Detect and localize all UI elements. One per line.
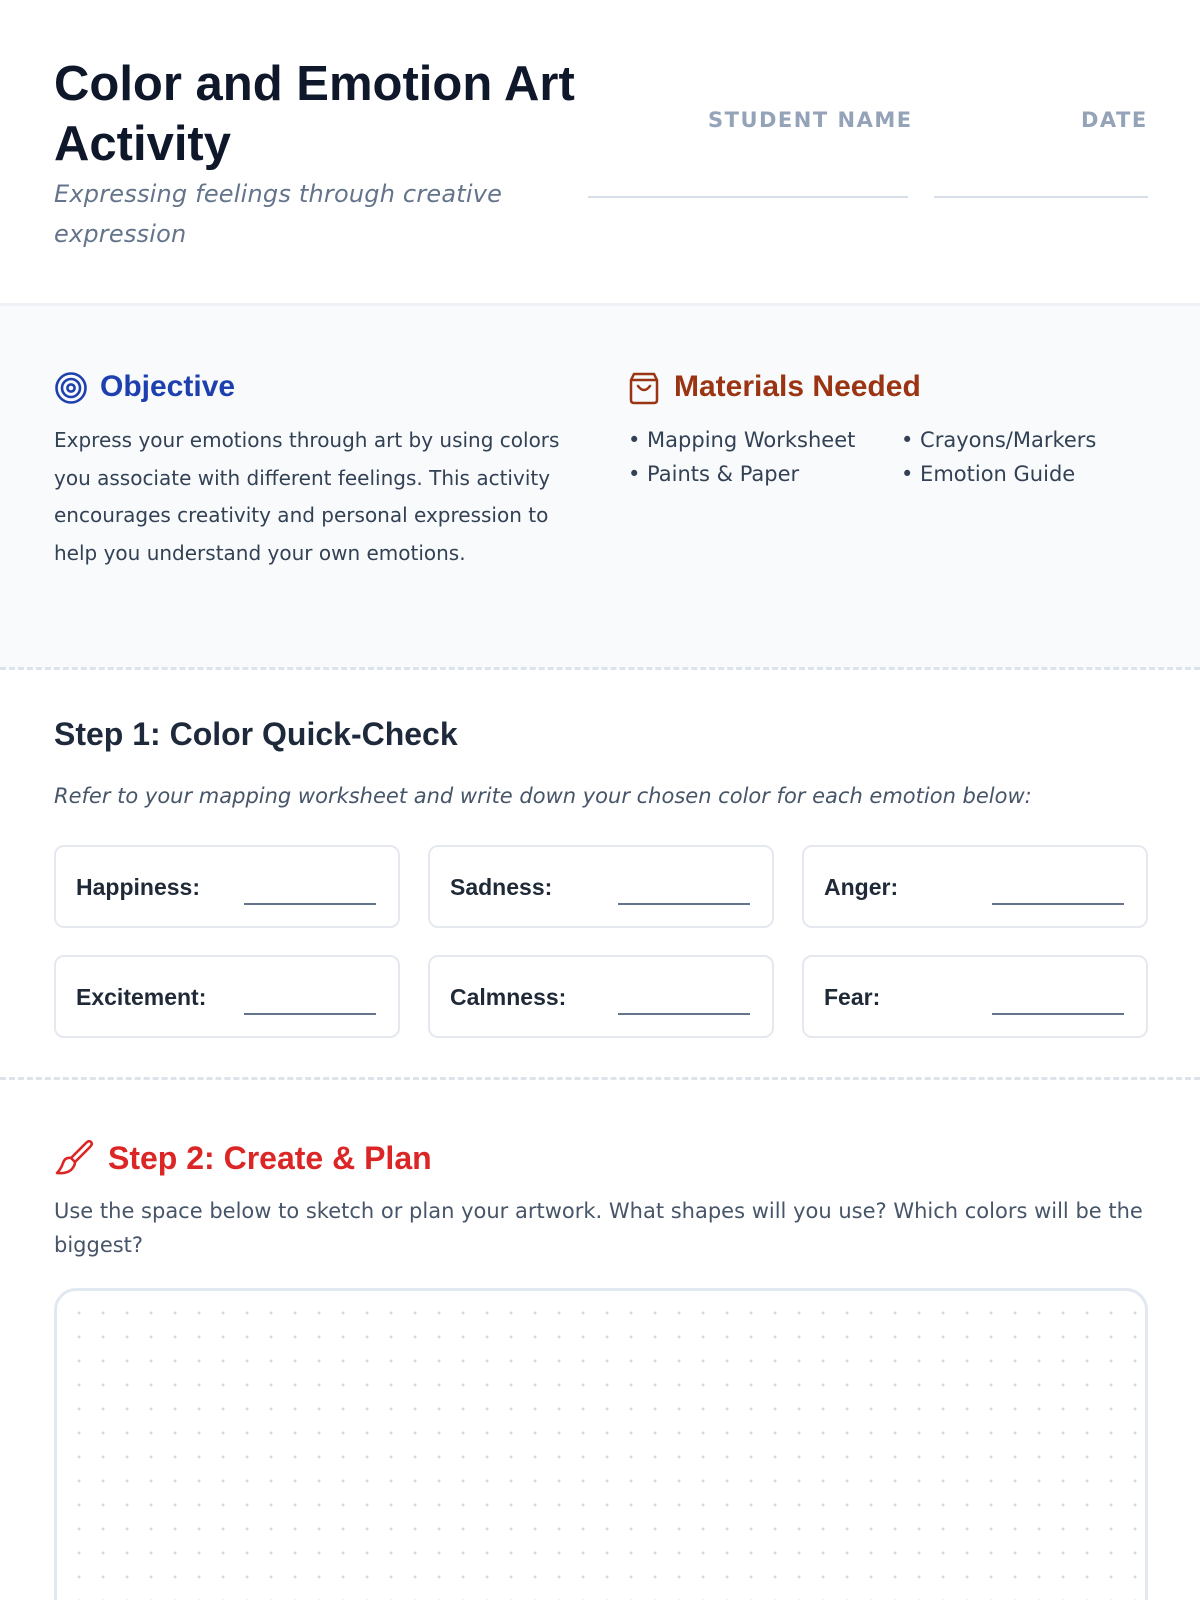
material-item: • Mapping Worksheet (628, 428, 856, 452)
worksheet-header (0, 0, 1200, 306)
color-answer-line[interactable] (618, 1013, 750, 1015)
material-item: • Paints & Paper (628, 462, 800, 486)
paintbrush-icon (54, 1139, 94, 1177)
emotion-label: Calmness: (450, 984, 567, 1010)
color-answer-line[interactable] (992, 903, 1124, 905)
step2-title: Step 2: Create & Plan (108, 1140, 432, 1176)
objective-heading: Objective (100, 370, 236, 403)
material-item: • Crayons/Markers (901, 428, 1097, 452)
emotion-card-happiness (54, 845, 400, 928)
emotion-label: Fear: (824, 984, 881, 1010)
step2-instruction: Use the space below to sketch or plan your artwork. What shapes will you use? Which colors will be the biggest? (54, 1199, 1143, 1257)
date-label: DATE (1081, 108, 1148, 132)
page-subtitle: Expressing feelings through creative expression (54, 180, 503, 248)
student-name-line[interactable] (588, 196, 908, 198)
emotion-label: Anger: (824, 874, 899, 900)
emotion-card-anger (802, 845, 1148, 928)
sketch-area[interactable] (54, 1288, 1148, 1600)
step1-instruction: Refer to your mapping worksheet and write down your chosen color for each emotion below: (54, 784, 1032, 808)
emotion-label: Excitement: (76, 984, 207, 1010)
step1-title: Step 1: Color Quick-Check (54, 716, 458, 752)
material-item: • Emotion Guide (901, 462, 1076, 486)
materials-heading: Materials Needed (674, 370, 921, 403)
date-line[interactable] (934, 196, 1148, 198)
page-title: Color and Emotion Art Activity (54, 57, 575, 171)
student-name-label: STUDENT NAME (708, 108, 913, 132)
target-icon (54, 371, 88, 405)
emotion-card-calmness (428, 955, 774, 1038)
objective-text: Express your emotions through art by using colors you associate with different feelings. This activity encourages creativity and personal expression to help you understand your own emotions. (54, 428, 560, 565)
color-answer-line[interactable] (618, 903, 750, 905)
color-answer-line[interactable] (992, 1013, 1124, 1015)
shopping-bag-icon (628, 371, 660, 405)
emotion-label: Happiness: (76, 874, 200, 900)
section-divider (0, 1077, 1200, 1080)
emotion-label: Sadness: (450, 874, 553, 900)
color-answer-line[interactable] (244, 903, 376, 905)
emotion-card-excitement (54, 955, 400, 1038)
emotion-card-sadness (428, 845, 774, 928)
emotion-card-fear (802, 955, 1148, 1038)
section-divider (0, 667, 1200, 670)
color-answer-line[interactable] (244, 1013, 376, 1015)
